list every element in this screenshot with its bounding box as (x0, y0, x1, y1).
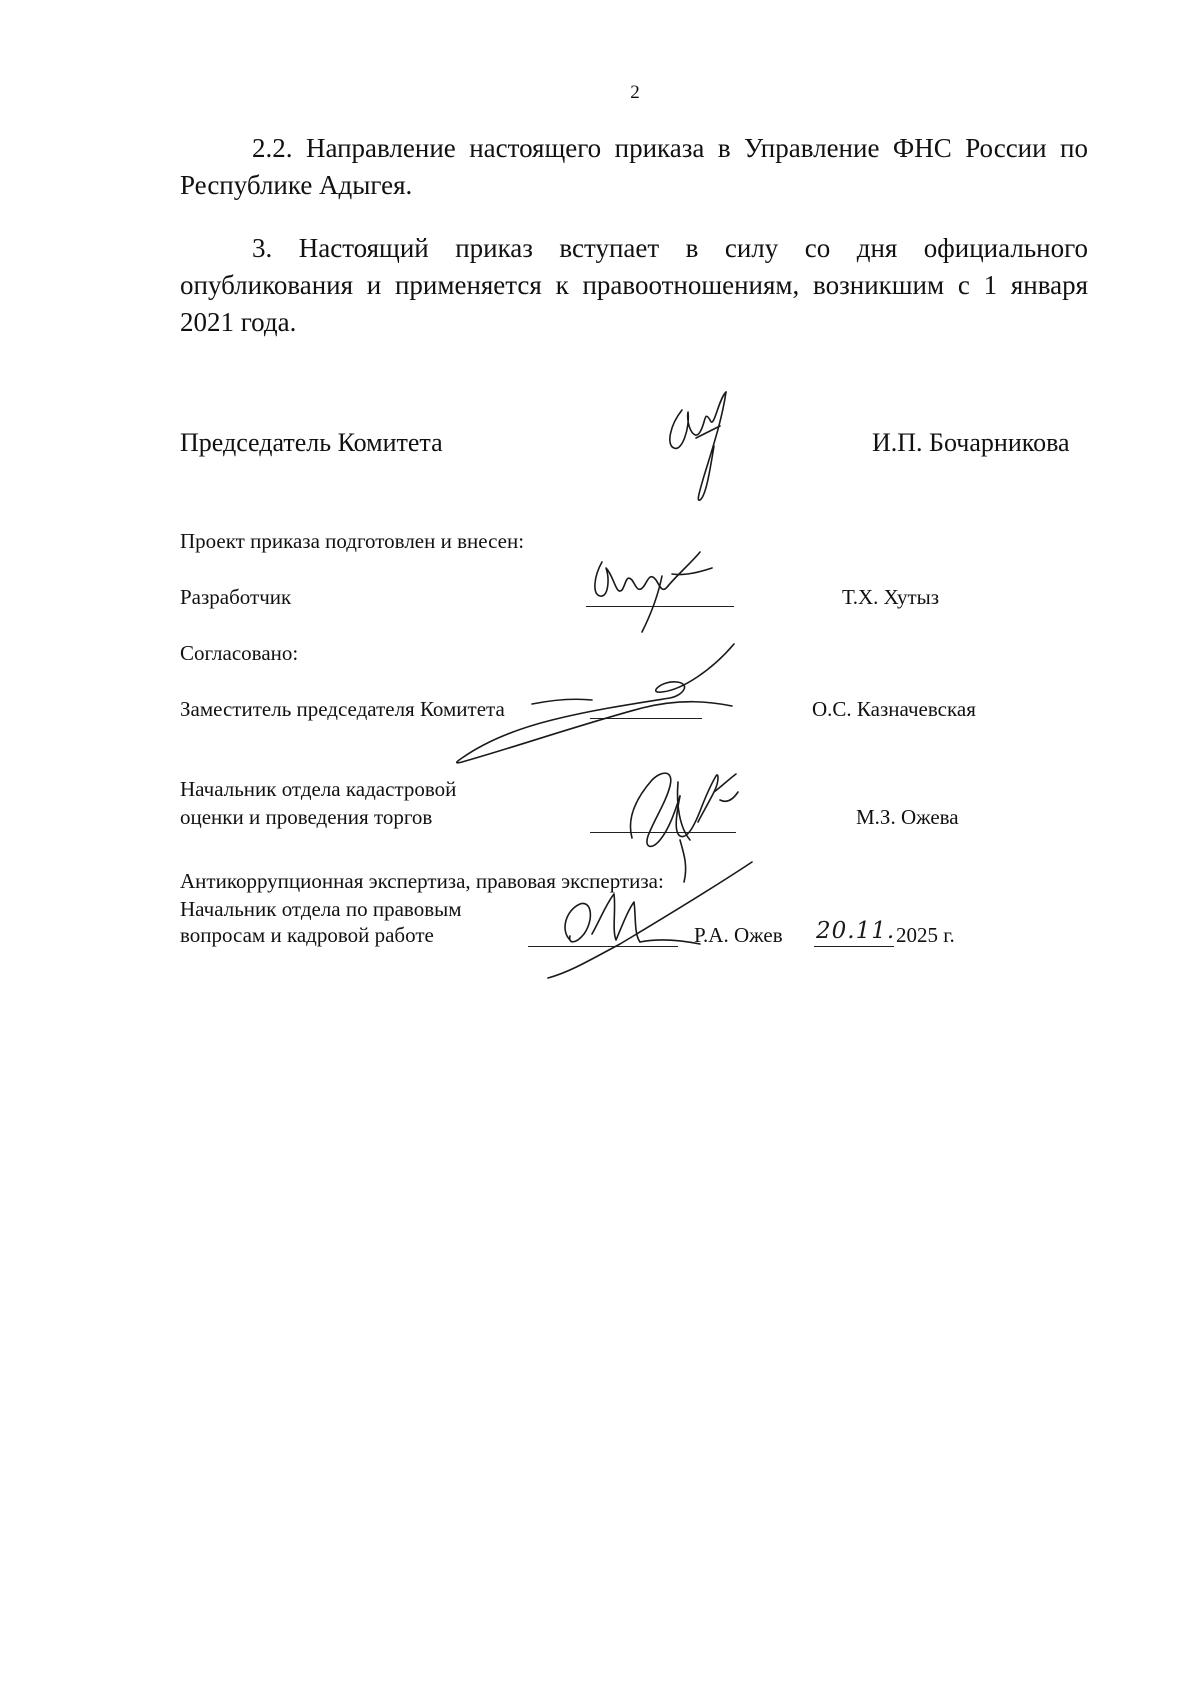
deputy-role: Заместитель председателя Комитета (180, 697, 505, 721)
deputy-name: О.С. Казначевская (812, 697, 976, 721)
legal-head-signature (530, 860, 770, 980)
chairman-position: Председатель Комитета (180, 428, 443, 457)
deputy-signature (452, 640, 752, 770)
cadastral-head-role-line2: оценки и проведения торгов (180, 805, 433, 829)
expertise-heading: Антикоррупционная экспертиза, правовая экспертиза: (180, 869, 664, 893)
developer-signature (588, 546, 728, 636)
prepared-heading: Проект приказа подготовлен и внесен: (180, 529, 525, 553)
cadastral-head-name: М.З. Ожева (856, 805, 959, 829)
chairman-name: И.П. Бочарникова (872, 428, 1070, 457)
legal-head-role-line2: вопросам и кадровой работе (180, 923, 434, 947)
legal-head-name: Р.А. Ожев (694, 923, 783, 947)
paragraph-2-2: 2.2. Направление настоящего приказа в Управление ФНС России по Республике Адыгея. (180, 133, 1088, 200)
cadastral-head-role-line1: Начальник отдела кадастровой (180, 777, 457, 801)
handwritten-date: 20.11. (816, 918, 896, 944)
developer-role: Разработчик (180, 585, 292, 609)
legal-head-role-line1: Начальник отдела по правовым (180, 897, 462, 921)
chairman-signature (660, 390, 760, 510)
developer-name: Т.Х. Хутыз (842, 585, 940, 609)
paragraph-3: 3. Настоящий приказ вступает в силу со дня официального опубликования и применяется к правоотношениям, возникшим с 1 января 2021 года. (180, 233, 1088, 337)
page-number: 2 (630, 82, 640, 103)
agreed-heading: Согласовано: (180, 641, 299, 665)
date-underline (814, 946, 894, 947)
date-year: 2025 г. (896, 923, 955, 947)
